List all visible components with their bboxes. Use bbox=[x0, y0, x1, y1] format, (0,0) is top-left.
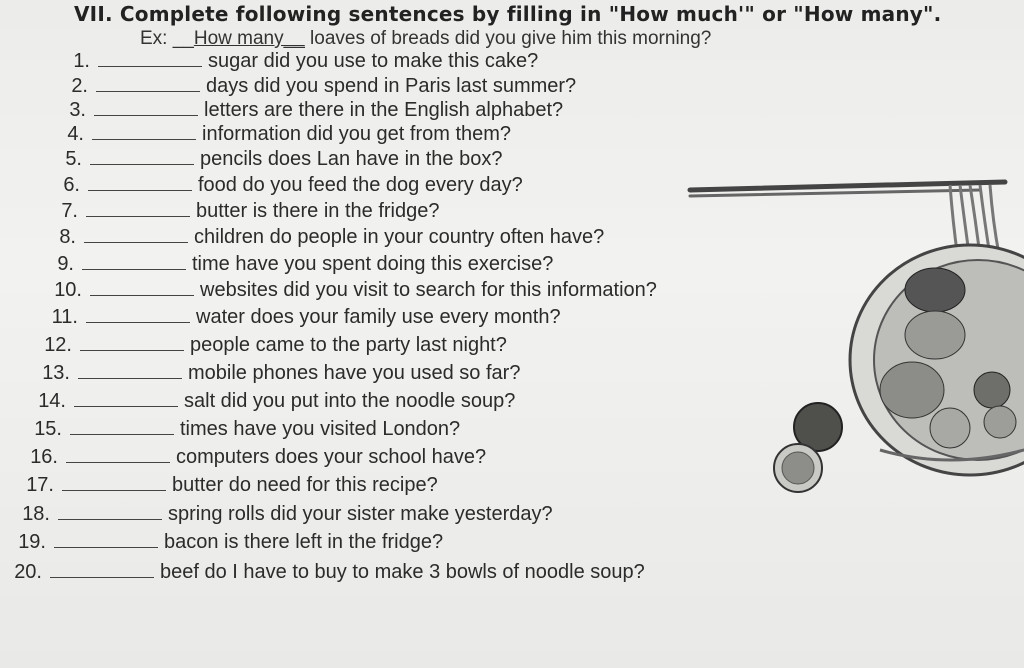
exercise-item-16 bbox=[16, 446, 486, 469]
answer-blank[interactable] bbox=[62, 474, 166, 491]
item-text: websites did you visit to search for this information? bbox=[200, 279, 657, 301]
item-text: computers does your school have? bbox=[176, 446, 487, 468]
item-number: 16. bbox=[30, 446, 58, 468]
item-number: 2. bbox=[71, 75, 88, 97]
exercise-item-15 bbox=[20, 418, 460, 441]
item-number: 7. bbox=[61, 200, 78, 222]
exercise-item-8 bbox=[34, 226, 604, 249]
exercise-item-20 bbox=[0, 561, 645, 584]
exercise-item-4 bbox=[42, 123, 511, 146]
item-number: 19. bbox=[18, 531, 46, 553]
item-text: people came to the party last night? bbox=[190, 334, 507, 356]
answer-blank[interactable] bbox=[92, 123, 196, 140]
item-number: 14. bbox=[38, 390, 66, 412]
item-number: 3. bbox=[69, 99, 86, 121]
answer-blank[interactable] bbox=[82, 253, 186, 270]
item-number: 5. bbox=[65, 148, 82, 170]
exercise-item-11 bbox=[36, 306, 561, 329]
answer-blank[interactable] bbox=[58, 503, 162, 520]
answer-blank[interactable] bbox=[54, 531, 158, 548]
item-text: food do you feed the dog every day? bbox=[198, 174, 523, 196]
item-text: children do people in your country often have? bbox=[194, 226, 605, 248]
exercise-heading: VII. Complete following sentences by filling in "How much'" or "How many". bbox=[74, 2, 942, 26]
item-text: butter is there in the fridge? bbox=[196, 200, 440, 222]
answer-blank[interactable] bbox=[90, 279, 194, 296]
item-number: 1. bbox=[73, 50, 90, 72]
exercise-item-14 bbox=[24, 390, 515, 413]
item-text: beef do I have to buy to make 3 bowls of noodle soup? bbox=[160, 561, 645, 583]
answer-blank[interactable] bbox=[74, 390, 178, 407]
exercise-item-5 bbox=[40, 148, 502, 171]
item-number: 12. bbox=[44, 334, 72, 356]
exercise-item-3 bbox=[44, 99, 563, 122]
item-number: 9. bbox=[57, 253, 74, 275]
item-number: 15. bbox=[34, 418, 62, 440]
item-number: 6. bbox=[63, 174, 80, 196]
answer-blank[interactable] bbox=[94, 99, 198, 116]
exercise-item-10 bbox=[40, 279, 657, 302]
item-text: bacon is there left in the fridge? bbox=[164, 531, 444, 553]
answer-blank[interactable] bbox=[80, 334, 184, 351]
example-text: loaves of breads did you give him this morning? bbox=[304, 28, 712, 49]
item-number: 4. bbox=[67, 123, 84, 145]
item-number: 20. bbox=[14, 561, 42, 583]
item-text: water does your family use every month? bbox=[196, 306, 561, 328]
item-text: days did you spend in Paris last summer? bbox=[206, 75, 577, 97]
item-number: 18. bbox=[22, 503, 50, 525]
answer-blank[interactable] bbox=[98, 50, 202, 67]
exercise-item-13 bbox=[28, 362, 520, 385]
item-text: information did you get from them? bbox=[202, 123, 512, 145]
noodle-bowl-icon bbox=[680, 160, 1024, 510]
answer-blank[interactable] bbox=[96, 75, 200, 92]
item-text: letters are there in the English alphabet? bbox=[204, 99, 564, 121]
item-number: 11. bbox=[51, 306, 78, 328]
item-number: 13. bbox=[42, 362, 70, 384]
item-text: spring rolls did your sister make yesterday? bbox=[168, 503, 553, 525]
answer-blank[interactable] bbox=[88, 174, 192, 191]
item-text: times have you visited London? bbox=[180, 418, 461, 440]
item-text: pencils does Lan have in the box? bbox=[200, 148, 503, 170]
example-sentence bbox=[140, 28, 711, 50]
exercise-item-19 bbox=[4, 531, 443, 554]
item-text: salt did you put into the noodle soup? bbox=[184, 390, 516, 412]
answer-blank[interactable] bbox=[66, 446, 170, 463]
exercise-item-2 bbox=[46, 75, 576, 98]
exercise-item-9 bbox=[32, 253, 553, 276]
answer-blank[interactable] bbox=[50, 561, 154, 578]
exercise-item-1 bbox=[48, 50, 538, 73]
answer-blank[interactable] bbox=[90, 148, 194, 165]
item-text: sugar did you use to make this cake? bbox=[208, 50, 539, 72]
answer-blank[interactable] bbox=[70, 418, 174, 435]
answer-blank[interactable] bbox=[78, 362, 182, 379]
answer-blank[interactable] bbox=[84, 226, 188, 243]
exercise-item-17 bbox=[12, 474, 438, 497]
item-number: 17. bbox=[26, 474, 54, 496]
answer-blank[interactable] bbox=[86, 306, 190, 323]
item-number: 8. bbox=[59, 226, 76, 248]
exercise-item-12 bbox=[30, 334, 507, 357]
exercise-item-18 bbox=[8, 503, 553, 526]
item-number: 10. bbox=[54, 279, 82, 301]
exercise-item-6 bbox=[38, 174, 523, 197]
example-answer: How many__ bbox=[193, 28, 305, 49]
exercise-item-7 bbox=[36, 200, 439, 223]
item-text: mobile phones have you used so far? bbox=[188, 362, 521, 384]
item-text: butter do need for this recipe? bbox=[172, 474, 438, 496]
example-prefix: Ex: __ bbox=[140, 28, 194, 49]
answer-blank[interactable] bbox=[86, 200, 190, 217]
item-text: time have you spent doing this exercise? bbox=[192, 253, 554, 275]
